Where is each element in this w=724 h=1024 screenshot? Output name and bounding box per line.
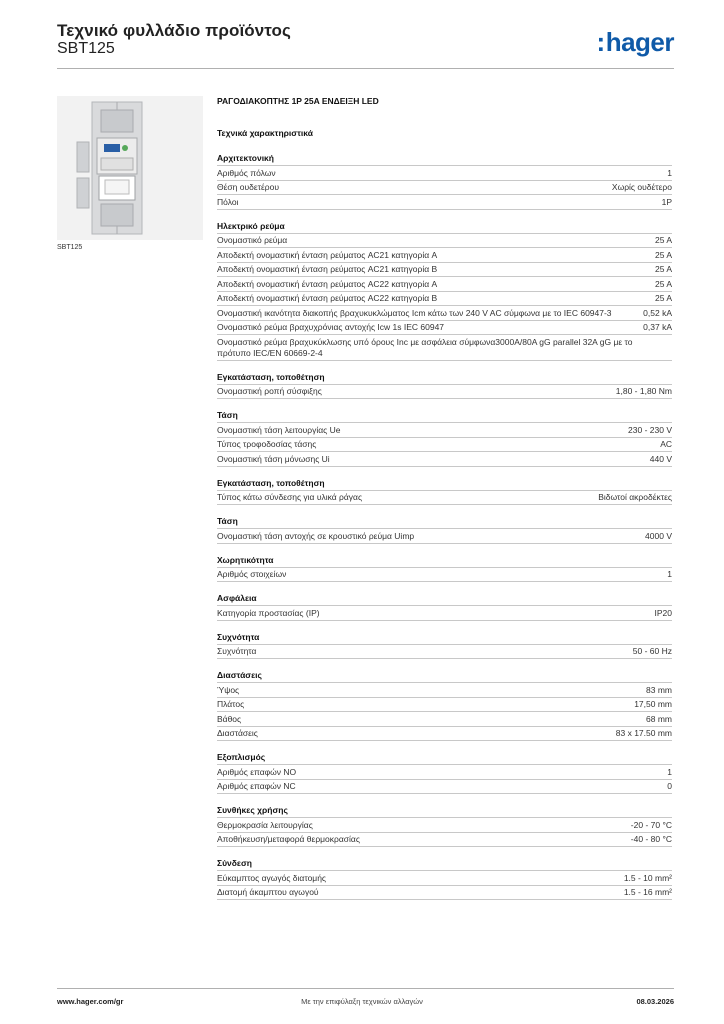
logo-text: hager xyxy=(605,27,674,57)
spec-row xyxy=(217,568,672,583)
spec-label: Θερμοκρασία λειτουργίας xyxy=(217,819,313,830)
spec-label: Ονομαστικό ρεύμα βραχυκύκλωσης υπό όρους Inc με ασφάλεια σύμφωνα3000A/80A gG parallel 32A gG με το πρότυπο IEC/EN 60669-2-4 xyxy=(217,336,633,358)
spec-value: 230 - 230 V xyxy=(628,424,672,435)
spec-value: 83 x 17.50 mm xyxy=(615,728,672,738)
spec-section xyxy=(217,752,672,794)
spec-section xyxy=(217,372,672,400)
spec-label: Βάθος xyxy=(217,713,242,724)
header-divider xyxy=(57,68,674,69)
spec-label: Αποδεκτή ονομαστική ένταση ρεύματος AC21 κατηγορία A xyxy=(217,249,438,260)
spec-value: 68 mm xyxy=(646,713,672,724)
spec-row xyxy=(217,234,672,249)
tech-specs-heading: Τεχνικά χαρακτηριστικά xyxy=(217,128,313,138)
spec-value: AC xyxy=(660,439,672,449)
spec-label: Διατομή άκαμπτου αγωγού xyxy=(217,887,319,897)
spec-section xyxy=(217,410,672,467)
spec-row xyxy=(217,195,672,210)
spec-row xyxy=(217,871,672,886)
spec-label: Αποδεκτή ονομαστική ένταση ρεύματος AC22 κατηγορία B xyxy=(217,293,438,303)
spec-label: Ονομαστικό ρεύμα xyxy=(217,235,288,245)
spec-row xyxy=(217,277,672,292)
spec-row xyxy=(217,385,672,400)
spec-label: Αριθμός στοιχείων xyxy=(217,569,287,579)
spec-value: IP20 xyxy=(654,607,672,618)
spec-label: Διαστάσεις xyxy=(217,728,258,738)
footer-website[interactable]: www.hager.com/gr xyxy=(57,997,124,1006)
spec-label: Ονομαστικό ρεύμα βραχυχρόνιας αντοχής Icw 1s IEC 60947 xyxy=(217,322,445,332)
spec-value: 4000 V xyxy=(645,530,672,541)
section-title: Ασφάλεια xyxy=(217,593,672,606)
spec-value: 1.5 - 10 mm² xyxy=(623,872,672,883)
spec-section xyxy=(217,153,672,210)
spec-label: Εύκαμπτος αγωγός διατομής xyxy=(217,872,327,883)
spec-value: 25 A xyxy=(654,293,672,303)
footer-date: 08.03.2026 xyxy=(636,997,674,1006)
spec-section xyxy=(217,670,672,741)
product-caption: SBT125 xyxy=(57,244,83,251)
footer-divider xyxy=(57,988,674,989)
spec-row xyxy=(217,765,672,780)
spec-value: 25 A xyxy=(654,249,672,260)
spec-value: 17,50 mm xyxy=(634,699,672,709)
section-title: Συνθήκες χρήσης xyxy=(217,805,672,818)
circuit-breaker-image xyxy=(57,96,203,240)
spec-value: 1 xyxy=(667,766,672,777)
spec-label: Αριθμός επαφών NO xyxy=(217,766,297,777)
spec-row xyxy=(217,712,672,727)
spec-label: Αποθήκευση/μεταφορά θερμοκρασίας xyxy=(217,834,360,844)
spec-label: Συχνότητα xyxy=(217,646,257,656)
spec-row xyxy=(217,491,672,506)
spec-label: Κατηγορία προστασίας (IP) xyxy=(217,607,320,618)
spec-value: 0 xyxy=(667,781,672,791)
spec-row xyxy=(217,606,672,621)
spec-section xyxy=(217,805,672,847)
spec-value: 1 xyxy=(667,167,672,178)
spec-label: Θέση ουδετέρου xyxy=(217,182,279,192)
spec-label: Αποδεκτή ονομαστική ένταση ρεύματος AC21 κατηγορία B xyxy=(217,264,438,274)
product-image xyxy=(57,96,203,240)
spec-row xyxy=(217,248,672,263)
spec-row xyxy=(217,818,672,833)
spec-row xyxy=(217,166,672,181)
spec-label: Πλάτος xyxy=(217,699,245,709)
spec-value: 25 A xyxy=(654,264,672,274)
spec-row xyxy=(217,886,672,901)
page-subtitle: SBT125 xyxy=(57,40,115,57)
product-name: ΡΑΓΟΔΙΑΚΟΠΤΗΣ 1P 25A ΕΝΔΕΙΞΗ LED xyxy=(217,96,379,106)
section-title: Συχνότητα xyxy=(217,632,672,645)
section-title: Χωρητικότητα xyxy=(217,555,672,568)
spec-row xyxy=(217,833,672,848)
section-title: Εξοπλισμός xyxy=(217,752,672,765)
spec-row xyxy=(217,683,672,698)
spec-row xyxy=(217,306,672,321)
spec-content xyxy=(217,96,672,900)
spec-value: 440 V xyxy=(649,453,672,464)
section-title: Εγκατάσταση, τοποθέτηση xyxy=(217,478,672,491)
spec-label: Αριθμός επαφών NC xyxy=(217,781,296,791)
spec-label: Πόλοι xyxy=(217,196,239,207)
spec-row xyxy=(217,423,672,438)
section-title: Σύνδεση xyxy=(217,858,672,871)
spec-row xyxy=(217,529,672,544)
section-title: Αρχιτεκτονική xyxy=(217,153,672,166)
spec-value: 0,52 kA xyxy=(643,307,672,318)
spec-section xyxy=(217,593,672,621)
section-title: Τάση xyxy=(217,410,672,423)
footer-notice: Με την επιφύλαξη τεχνικών αλλαγών xyxy=(301,997,423,1006)
spec-section xyxy=(217,221,672,361)
page-title: Τεχνικό φυλλάδιο προϊόντος xyxy=(57,21,291,40)
spec-value: 1P xyxy=(661,196,672,207)
spec-row xyxy=(217,698,672,713)
spec-label: Αποδεκτή ονομαστική ένταση ρεύματος AC22 κατηγορία A xyxy=(217,278,438,289)
spec-label: Τύπος τροφοδοσίας τάσης xyxy=(217,439,317,449)
spec-label: Τύπος κάτω σύνδεσης για υλικά ράγας xyxy=(217,492,363,502)
section-title: Τάση xyxy=(217,516,672,529)
spec-row xyxy=(217,292,672,307)
spec-row xyxy=(217,645,672,660)
section-title: Ηλεκτρικό ρεύμα xyxy=(217,221,672,234)
spec-value: Χωρίς ουδέτερο xyxy=(611,182,672,192)
spec-section xyxy=(217,478,672,506)
spec-value: 50 - 60 Hz xyxy=(632,646,672,656)
spec-row xyxy=(217,321,672,336)
spec-row xyxy=(217,727,672,742)
spec-label: Αριθμός πόλων xyxy=(217,167,276,178)
spec-value: 0,37 kA xyxy=(643,322,672,332)
spec-value: 25 A xyxy=(654,278,672,289)
spec-label: Ονομαστική τάση μόνωσης Ui xyxy=(217,453,330,464)
spec-value: 1,80 - 1,80 Nm xyxy=(615,386,672,396)
spec-section xyxy=(217,632,672,660)
spec-value: Βιδωτοί ακροδέκτες xyxy=(598,492,672,502)
spec-row xyxy=(217,780,672,795)
spec-value: -20 - 70 °C xyxy=(630,819,672,830)
hager-logo: :hager xyxy=(596,27,674,57)
spec-row xyxy=(217,181,672,196)
spec-value: 1 xyxy=(667,569,672,579)
spec-value: 1.5 - 16 mm² xyxy=(623,887,672,897)
section-title: Εγκατάσταση, τοποθέτηση xyxy=(217,372,672,385)
spec-row xyxy=(217,438,672,453)
spec-label: Ύψος xyxy=(217,684,240,695)
spec-label: Ονομαστική ροπή σύσφιξης xyxy=(217,386,322,396)
spec-label: Ονομαστική τάση λειτουργίας Ue xyxy=(217,424,341,435)
spec-sections xyxy=(217,153,672,900)
spec-label: Ονομαστική ικανότητα διακοπής βραχυκυκλώματος Icm κάτω των 240 V AC σύμφωνα με το IEC 60947-3 xyxy=(217,307,612,318)
spec-section xyxy=(217,555,672,583)
spec-section xyxy=(217,516,672,544)
spec-row xyxy=(217,263,672,278)
spec-row xyxy=(217,335,672,361)
spec-row xyxy=(217,452,672,467)
spec-value: 83 mm xyxy=(646,684,672,695)
section-title: Διαστάσεις xyxy=(217,670,672,683)
spec-label: Ονομαστική τάση αντοχής σε κρουστικό ρεύμα Uimp xyxy=(217,530,415,541)
spec-section xyxy=(217,858,672,900)
spec-value: 25 A xyxy=(654,235,672,245)
spec-value: -40 - 80 °C xyxy=(630,834,672,844)
